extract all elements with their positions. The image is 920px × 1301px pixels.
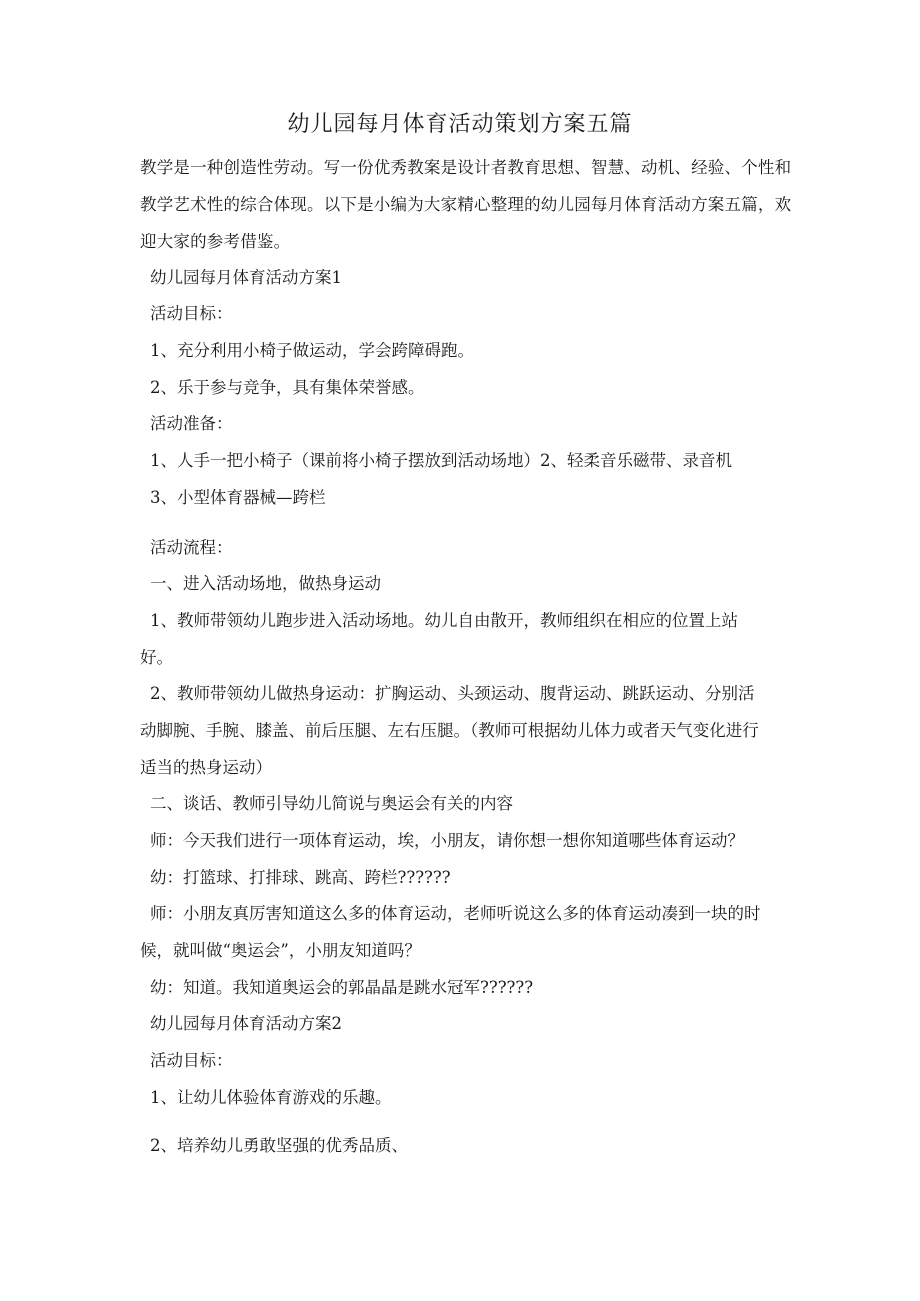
heading-activity-process: 活动流程： [150,538,233,557]
paragraph-line: 1、教师带领幼儿跑步进入活动场地。幼儿自由散开，教师组织在相应的位置上站 [150,611,738,630]
paragraph-line: 好。 [140,648,173,667]
step-heading: 一、进入活动场地，做热身运动 [150,574,381,593]
heading-activity-goals: 活动目标： [150,304,233,323]
paragraph-line: 适当的热身运动） [140,758,272,777]
dialogue-line: 师：今天我们进行一项体育运动，埃，小朋友，请你想一想你知道哪些体育运动？ [150,831,744,850]
list-item: 1、让幼儿体验体育游戏的乐趣。 [150,1088,392,1107]
heading-activity-preparation: 活动准备： [150,414,233,433]
document-title: 幼儿园每月体育活动策划方案五篇 [287,112,633,137]
intro-paragraph: 教学是一种创造性劳动。写一份优秀教案是设计者教育思想、智慧、动机、经验、个性和教学艺术性的综合体现。以下是小编为大家精心整理的幼儿园每月体育活动方案五篇，欢迎大家的参考借鉴。 [140,158,792,251]
dialogue-line: 候，就叫做“奥运会”，小朋友知道吗？ [140,941,421,960]
dialogue-line: 幼：知道。我知道奥运会的郭晶晶是跳水冠军?????? [150,978,534,997]
list-item: 1、充分利用小椅子做运动，学会跨障碍跑。 [150,341,474,360]
list-item: 2、乐于参与竞争，具有集体荣誉感。 [150,378,425,397]
paragraph-line: 2、教师带领幼儿做热身运动：扩胸运动、头颈运动、腹背运动、跳跃运动、分别活 [150,684,755,703]
heading-activity-goals: 活动目标： [150,1051,233,1070]
list-item: 3、小型体育器械—跨栏 [150,488,326,507]
dialogue-line: 师：小朋友真厉害知道这么多的体育运动，老师听说这么多的体育运动凑到一块的时 [150,904,761,923]
section-heading-plan-2: 幼儿园每月体育活动方案2 [150,1014,342,1033]
list-item: 2、培养幼儿勇敢坚强的优秀品质、 [150,1136,408,1155]
paragraph-line: 动脚腕、手腕、膝盖、前后压腿、左右压腿。（教师可根据幼儿体力或者天气变化进行 [140,721,759,740]
step-heading: 二、谈话、教师引导幼儿简说与奥运会有关的内容 [150,794,513,813]
list-item: 1、人手一把小椅子（课前将小椅子摆放到活动场地）2、轻柔音乐磁带、录音机 [150,451,732,470]
dialogue-line: 幼：打篮球、打排球、跳高、跨栏?????? [150,868,451,887]
section-heading-plan-1: 幼儿园每月体育活动方案1 [150,268,342,287]
